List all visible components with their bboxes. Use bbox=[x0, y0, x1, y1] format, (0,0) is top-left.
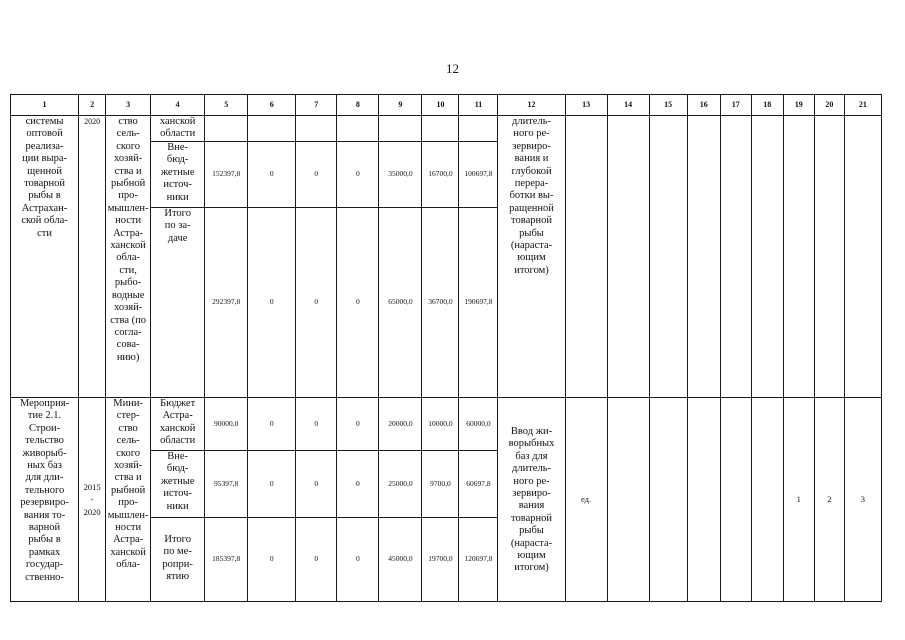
year-value-cell: 3 bbox=[844, 398, 881, 602]
value-cell: 20000,0 bbox=[379, 398, 422, 451]
value-cell: 185397,8 bbox=[205, 518, 248, 602]
header-cell: 13 bbox=[565, 95, 607, 116]
funding-source-cell: Бюджет Астра- ханской области bbox=[151, 398, 205, 451]
funding-source-cell: Вне- бюд- жетные источ- ники bbox=[151, 451, 205, 518]
header-cell: 4 bbox=[151, 95, 205, 116]
empty-cell bbox=[649, 116, 687, 398]
value-cell: 0 bbox=[296, 142, 337, 208]
header-cell: 16 bbox=[687, 95, 720, 116]
value-cell: 190697,8 bbox=[459, 208, 498, 398]
value-cell: 45000,0 bbox=[379, 518, 422, 602]
period-cell: 2020 bbox=[79, 116, 106, 398]
value-cell bbox=[296, 116, 337, 142]
value-cell: 0 bbox=[296, 451, 337, 518]
empty-cell bbox=[607, 116, 649, 398]
header-cell: 14 bbox=[607, 95, 649, 116]
empty-cell bbox=[783, 116, 814, 398]
empty-cell bbox=[751, 116, 783, 398]
value-cell: 60697,8 bbox=[459, 451, 498, 518]
value-cell: 90000,0 bbox=[205, 398, 248, 451]
header-cell: 5 bbox=[205, 95, 248, 116]
value-cell: 60000,0 bbox=[459, 398, 498, 451]
indicator-cell: длитель- ного ре- зервиро- вания и глубокой перера- ботки вы- ращенной товарной рыбы (нараста- ющим итогом) bbox=[498, 116, 565, 398]
empty-cell bbox=[565, 116, 607, 398]
value-cell: 0 bbox=[296, 518, 337, 602]
empty-cell bbox=[720, 398, 751, 602]
value-cell: 0 bbox=[248, 451, 296, 518]
value-cell bbox=[422, 116, 459, 142]
header-cell: 19 bbox=[783, 95, 814, 116]
value-cell: 16700,0 bbox=[422, 142, 459, 208]
value-cell: 292397,8 bbox=[205, 208, 248, 398]
value-cell: 0 bbox=[248, 208, 296, 398]
executor-cell: ство сель- ского хозяй- ства и рыбной про- мышлен- ности Астра- ханской обла- сти, рыбо- водные хозяй- ства (по согла- сова- нию) bbox=[106, 116, 151, 398]
empty-cell bbox=[607, 398, 649, 602]
header-cell: 8 bbox=[337, 95, 379, 116]
funding-source-cell: ханской области bbox=[151, 116, 205, 142]
header-cell: 3 bbox=[106, 95, 151, 116]
header-cell: 2 bbox=[79, 95, 106, 116]
header-cell: 21 bbox=[844, 95, 881, 116]
period-cell: 2015 - 2020 bbox=[79, 398, 106, 602]
value-cell bbox=[337, 116, 379, 142]
empty-cell bbox=[687, 116, 720, 398]
empty-cell bbox=[751, 398, 783, 602]
value-cell: 0 bbox=[337, 518, 379, 602]
value-cell: 65000,0 bbox=[379, 208, 422, 398]
header-cell: 12 bbox=[498, 95, 565, 116]
header-cell: 1 bbox=[11, 95, 79, 116]
value-cell bbox=[205, 116, 248, 142]
empty-cell bbox=[649, 398, 687, 602]
header-cell: 15 bbox=[649, 95, 687, 116]
value-cell: 0 bbox=[337, 398, 379, 451]
value-cell bbox=[459, 116, 498, 142]
value-cell: 0 bbox=[296, 398, 337, 451]
header-cell: 17 bbox=[720, 95, 751, 116]
funding-source-cell: Итого по за- даче bbox=[151, 208, 205, 398]
value-cell: 0 bbox=[248, 518, 296, 602]
value-cell bbox=[379, 116, 422, 142]
value-cell: 9700,0 bbox=[422, 451, 459, 518]
header-row bbox=[11, 95, 882, 116]
unit-cell: ед. bbox=[565, 398, 607, 602]
empty-cell bbox=[687, 398, 720, 602]
header-cell: 11 bbox=[459, 95, 498, 116]
program-table bbox=[10, 94, 882, 602]
value-cell: 36700,0 bbox=[422, 208, 459, 398]
value-cell: 25000,0 bbox=[379, 451, 422, 518]
indicator-cell: Ввод жи- ворыбных баз для длитель- ного ре- зервиро- вания товарной рыбы (нараста- ющим итогом) bbox=[498, 398, 565, 602]
value-cell: 0 bbox=[337, 142, 379, 208]
value-cell: 0 bbox=[248, 398, 296, 451]
empty-cell bbox=[844, 116, 881, 398]
executor-cell: Мини- стер- ство сель- ского хозяй- ства и рыбной про- мышлен- ности Астра- ханской обла- bbox=[106, 398, 151, 602]
activity-name-cell: системы оптовой реализа- ции выра- щенной товарной рыбы в Астрахан- ской обла- сти bbox=[11, 116, 79, 398]
header-cell: 7 bbox=[296, 95, 337, 116]
funding-source-cell: Итого по ме- ропри- ятию bbox=[151, 518, 205, 602]
header-cell: 6 bbox=[248, 95, 296, 116]
value-cell: 152397,8 bbox=[205, 142, 248, 208]
empty-cell bbox=[814, 116, 844, 398]
value-cell: 0 bbox=[337, 451, 379, 518]
value-cell: 0 bbox=[248, 142, 296, 208]
empty-cell bbox=[720, 116, 751, 398]
value-cell: 0 bbox=[337, 208, 379, 398]
header-cell: 9 bbox=[379, 95, 422, 116]
header-cell: 10 bbox=[422, 95, 459, 116]
value-cell: 100697,8 bbox=[459, 142, 498, 208]
year-value-cell: 2 bbox=[814, 398, 844, 602]
value-cell: 0 bbox=[296, 208, 337, 398]
header-cell: 18 bbox=[751, 95, 783, 116]
page-number: 12 bbox=[446, 61, 459, 76]
funding-source-cell: Вне- бюд- жетные источ- ники bbox=[151, 142, 205, 208]
value-cell: 10000,0 bbox=[422, 398, 459, 451]
value-cell: 19700,0 bbox=[422, 518, 459, 602]
table-row bbox=[11, 398, 882, 451]
year-value-cell: 1 bbox=[783, 398, 814, 602]
value-cell: 95397,8 bbox=[205, 451, 248, 518]
header-cell: 20 bbox=[814, 95, 844, 116]
value-cell bbox=[248, 116, 296, 142]
value-cell: 35000,0 bbox=[379, 142, 422, 208]
table-row bbox=[11, 116, 882, 142]
activity-name-cell: Мероприя- тие 2.1. Строи- тельство живорыб- ных баз для дли- тельного резервиро- вания то- варной рыбы в рамках государ- ственно- bbox=[11, 398, 79, 602]
value-cell: 120697,8 bbox=[459, 518, 498, 602]
